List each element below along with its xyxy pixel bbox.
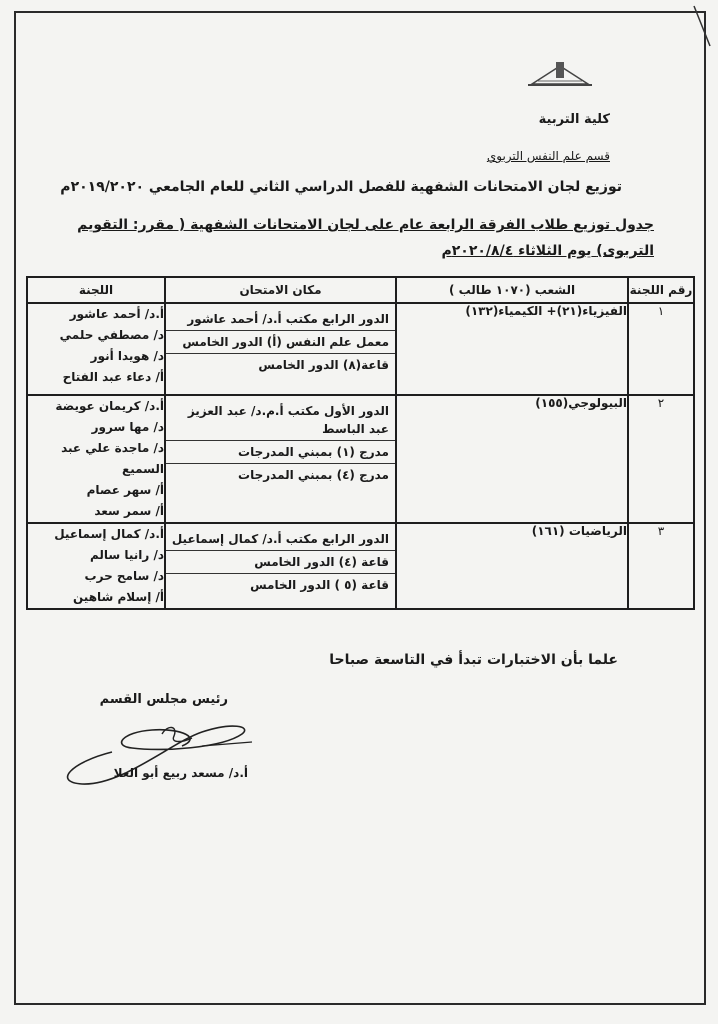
scan-mark-icon: [692, 4, 712, 48]
exam-place-line: قاعة(٨) الدور الخامس: [258, 358, 389, 372]
member-name: أ/ سهر عصام: [86, 483, 164, 497]
exam-place-cell: [165, 395, 396, 523]
table-header-row: [27, 277, 694, 303]
chair-title: رئيس مجلس القسم: [99, 692, 228, 707]
exam-place-line: معمل علم النفس (أ) الدور الخامس: [166, 331, 395, 354]
member-name: د/ سامح حرب: [84, 569, 164, 583]
department-name: قسم علم النفس التربوي: [486, 149, 610, 163]
subtitle-text: جدول توزيع طلاب الفرقة الرابعة عام على لجان الامتحانات الشفهية ( مقرر: التقويم التربوى): [77, 217, 654, 259]
committees-table: [26, 276, 695, 610]
member-name: د/ مصطفي حلمي: [59, 328, 164, 342]
header-exam-place: مكان الامتحان: [165, 277, 396, 303]
document-title: توزيع لجان الامتحانات الشفهية للفصل الدراسي الثاني للعام الجامعي ٢٠١٩/٢٠٢٠م: [60, 179, 622, 195]
member-name: أ.د/ كريمان عويضة: [55, 399, 164, 413]
document-subtitle: [54, 212, 654, 264]
member-name: د/ رانيا سالم: [89, 548, 164, 562]
member-name: أ/ دعاء عبد الفتاح: [62, 370, 164, 384]
handwritten-signature: [52, 712, 272, 792]
university-logo-icon: [528, 60, 592, 86]
exam-place-line: الدور الرابع مكتب أ.د/ كمال إسماعيل: [166, 528, 395, 551]
exam-place-line: مدرج (١) بمبني المدرجات: [166, 441, 395, 464]
table-row: [27, 303, 694, 395]
committee-members-cell: [27, 523, 165, 609]
committee-number: ١: [628, 303, 694, 395]
committee-members-cell: [27, 303, 165, 395]
header-committee: اللجنة: [27, 277, 165, 303]
header-committee-no: رقم اللجنة: [628, 277, 694, 303]
member-name: أ.د/ كمال إسماعيل: [54, 527, 164, 541]
exam-place-line: قاعة (٤) الدور الخامس: [166, 551, 395, 574]
exam-place-cell: [165, 303, 396, 395]
exam-date: يوم الثلاثاء ٢٠٢٠/٨/٤م: [441, 243, 592, 259]
table-row: [27, 523, 694, 609]
chair-name: أ.د/ مسعد ربيع أبو العلا: [113, 766, 248, 780]
exam-place-line: مدرج (٤) بمبني المدرجات: [238, 468, 389, 482]
committee-number: ٣: [628, 523, 694, 609]
member-name: د/ مها سرور: [91, 420, 164, 434]
division-cell: البيولوجي(١٥٥): [396, 395, 628, 523]
member-name: أ/ إسلام شاهين: [73, 590, 164, 604]
committee-members-cell: [27, 395, 165, 523]
division-cell: الرياضيات (١٦١): [396, 523, 628, 609]
exam-place-line: الدور الأول مكتب أ.م.د/ عبد العزيز عبد الباسط: [166, 400, 395, 441]
exam-place-line: الدور الرابع مكتب أ.د/ أحمد عاشور: [166, 308, 395, 331]
exam-place-cell: [165, 523, 396, 609]
member-name: أ.د/ أحمد عاشور: [69, 307, 164, 321]
table-row: [27, 395, 694, 523]
member-name: د/ هويدا أنور: [90, 349, 164, 363]
faculty-name: كلية التربية: [538, 112, 610, 127]
exam-time-note: علما بأن الاختبارات تبدأ في التاسعة صباحا: [329, 652, 618, 668]
member-name: أ/ سمر سعد: [94, 504, 164, 518]
exam-place-line: قاعة (٥ ) الدور الخامس: [250, 578, 389, 592]
header-divisions: الشعب (١٠٧٠ طالب ): [396, 277, 628, 303]
committee-number: ٢: [628, 395, 694, 523]
division-cell: الفيزياء(٢١)+ الكيمياء(١٣٢): [396, 303, 628, 395]
member-name: د/ ماجدة علي عبد السميع: [61, 441, 164, 476]
